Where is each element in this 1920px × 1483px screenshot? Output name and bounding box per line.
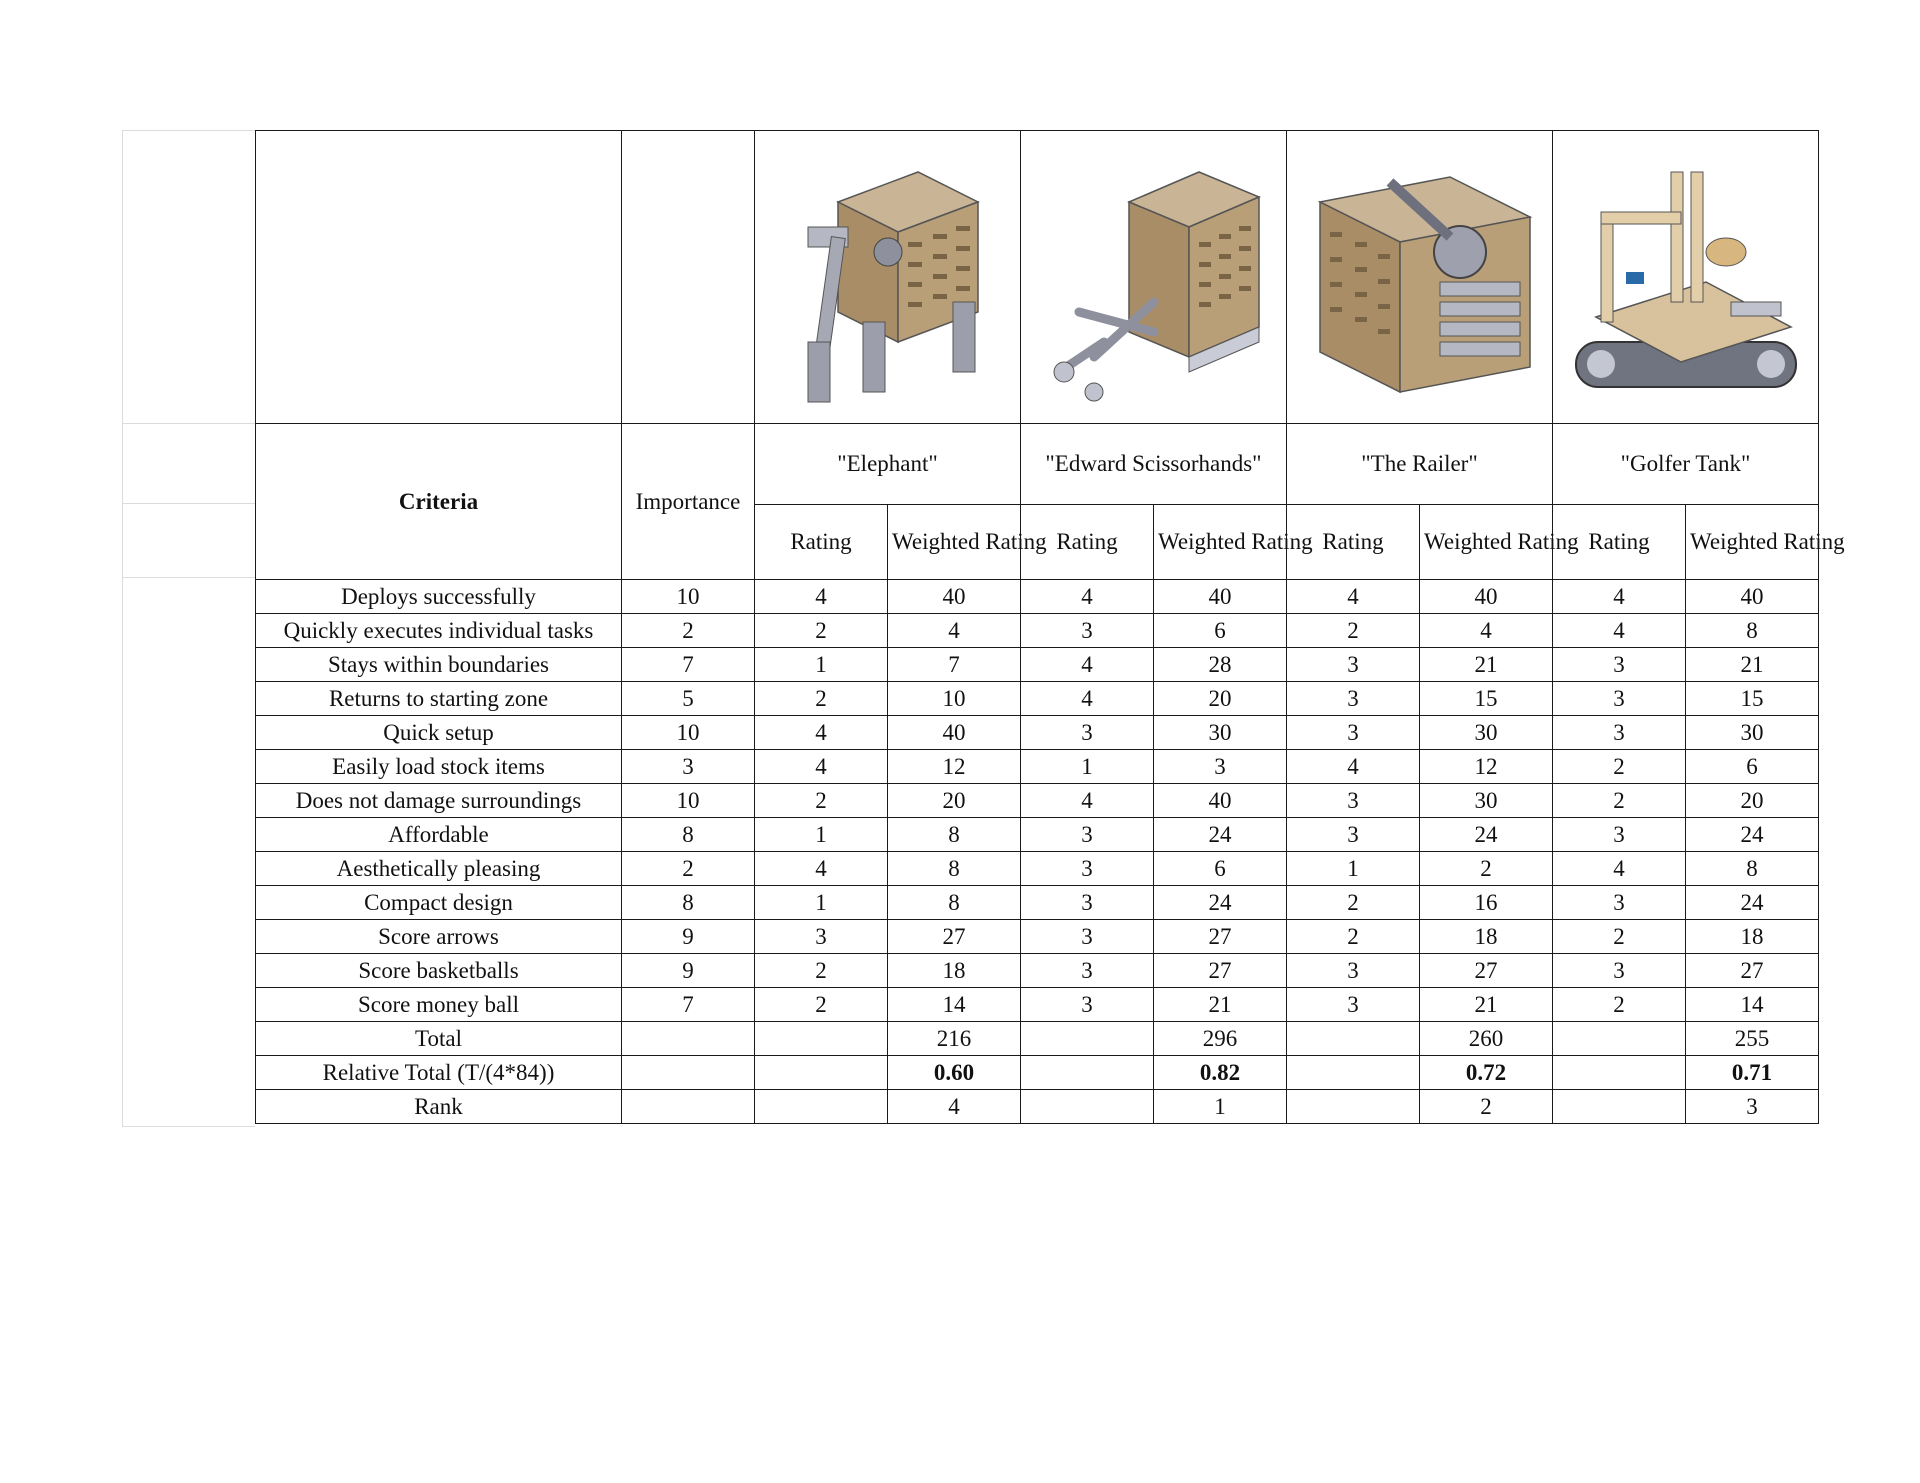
rank-row-value: 1: [1154, 1090, 1287, 1124]
rating-cell: 3: [1021, 920, 1154, 954]
weighted-rating-cell: 15: [1686, 682, 1819, 716]
table-row: [256, 852, 1819, 886]
weighted-rating-cell: 21: [1420, 648, 1553, 682]
design-names-row: [256, 424, 1819, 505]
weighted-rating-cell: 20: [1154, 682, 1287, 716]
rating-cell: 2: [1287, 886, 1420, 920]
weighted-rating-cell: 40: [1686, 580, 1819, 614]
table-row: [256, 648, 1819, 682]
decision-matrix-table: [255, 130, 1845, 1124]
criterion-cell: Does not damage surroundings: [256, 784, 622, 818]
rating-cell: 4: [1021, 648, 1154, 682]
rating-cell: 2: [755, 682, 888, 716]
blank-cell: [1287, 1022, 1420, 1056]
weighted-rating-header: Weighted Rating: [1686, 505, 1819, 580]
rating-cell: 2: [755, 954, 888, 988]
importance-cell: 10: [622, 580, 755, 614]
rank-row-value: 2: [1420, 1090, 1553, 1124]
importance-cell: 10: [622, 716, 755, 750]
weighted-rating-cell: 14: [888, 988, 1021, 1022]
weighted-rating-cell: 15: [1420, 682, 1553, 716]
weighted-rating-cell: 40: [1154, 784, 1287, 818]
rating-header: Rating: [1021, 505, 1154, 580]
rating-cell: 3: [1021, 886, 1154, 920]
design-images-row: [256, 131, 1819, 424]
gridline: [122, 130, 255, 131]
rating-header: Rating: [1287, 505, 1420, 580]
rating-cell: 1: [1021, 750, 1154, 784]
weighted-rating-cell: 40: [888, 580, 1021, 614]
weighted-rating-cell: 40: [888, 716, 1021, 750]
weighted-rating-cell: 28: [1154, 648, 1287, 682]
weighted-rating-header: Weighted Rating: [888, 505, 1021, 580]
blank-cell: [622, 1022, 755, 1056]
rating-cell: 3: [1553, 818, 1686, 852]
importance-cell: 8: [622, 818, 755, 852]
criterion-cell: Score money ball: [256, 988, 622, 1022]
importance-cell: 9: [622, 920, 755, 954]
criterion-cell: Quick setup: [256, 716, 622, 750]
weighted-rating-cell: 27: [1154, 954, 1287, 988]
weighted-rating-cell: 16: [1420, 886, 1553, 920]
blank-cell: [622, 131, 755, 424]
relative-total-row-value: 0.72: [1420, 1056, 1553, 1090]
rating-cell: 3: [1021, 954, 1154, 988]
design-name-edward-scissorhands: "Edward Scissorhands": [1021, 424, 1287, 505]
weighted-rating-cell: 27: [1686, 954, 1819, 988]
rating-cell: 3: [1021, 852, 1154, 886]
weighted-rating-cell: 8: [888, 818, 1021, 852]
blank-cell: [622, 1056, 755, 1090]
weighted-rating-cell: 30: [1420, 784, 1553, 818]
blank-cell: [622, 1090, 755, 1124]
rating-cell: 3: [1553, 886, 1686, 920]
weighted-rating-cell: 24: [1154, 886, 1287, 920]
relative-total-row: [256, 1056, 1819, 1090]
rating-cell: 1: [755, 818, 888, 852]
rating-cell: 3: [1021, 716, 1154, 750]
rating-cell: 3: [1287, 784, 1420, 818]
criterion-cell: Quickly executes individual tasks: [256, 614, 622, 648]
weighted-rating-cell: 27: [1154, 920, 1287, 954]
importance-cell: 10: [622, 784, 755, 818]
weighted-rating-cell: 14: [1686, 988, 1819, 1022]
table-row: [256, 886, 1819, 920]
weighted-rating-cell: 21: [1686, 648, 1819, 682]
rating-cell: 4: [1021, 682, 1154, 716]
rating-cell: 1: [1287, 852, 1420, 886]
importance-cell: 8: [622, 886, 755, 920]
blank-cell: [256, 131, 622, 424]
gridline: [122, 577, 255, 578]
table-row: [256, 784, 1819, 818]
importance-cell: 5: [622, 682, 755, 716]
rating-cell: 2: [1553, 920, 1686, 954]
table-row: [256, 988, 1819, 1022]
weighted-rating-cell: 24: [1154, 818, 1287, 852]
importance-cell: 3: [622, 750, 755, 784]
blank-cell: [1553, 1022, 1686, 1056]
gridline: [122, 423, 255, 424]
table-row: [256, 716, 1819, 750]
relative-total-row-value: 0.71: [1686, 1056, 1819, 1090]
weighted-rating-cell: 18: [1420, 920, 1553, 954]
criterion-cell: Compact design: [256, 886, 622, 920]
rating-cell: 4: [1287, 750, 1420, 784]
rating-cell: 3: [1553, 954, 1686, 988]
table-row: [256, 954, 1819, 988]
table-row: [256, 614, 1819, 648]
golfer-tank-image-cell: [1553, 131, 1819, 424]
rating-cell: 2: [1553, 784, 1686, 818]
criterion-cell: Returns to starting zone: [256, 682, 622, 716]
blank-cell: [1021, 1056, 1154, 1090]
rating-cell: 3: [1553, 682, 1686, 716]
rating-cell: 4: [755, 852, 888, 886]
walking-robot-image-icon: [768, 142, 1008, 412]
rating-cell: 2: [755, 988, 888, 1022]
gridline: [122, 503, 255, 504]
rating-cell: 4: [1553, 852, 1686, 886]
weighted-rating-cell: 30: [1154, 716, 1287, 750]
rating-cell: 4: [1553, 614, 1686, 648]
weighted-rating-cell: 8: [1686, 614, 1819, 648]
rating-cell: 3: [1553, 716, 1686, 750]
importance-cell: 7: [622, 648, 755, 682]
weighted-rating-cell: 6: [1154, 614, 1287, 648]
weighted-rating-cell: 27: [1420, 954, 1553, 988]
relative-total-row-value: 0.60: [888, 1056, 1021, 1090]
rating-header: Rating: [1553, 505, 1686, 580]
rating-cell: 4: [755, 716, 888, 750]
weighted-rating-cell: 6: [1154, 852, 1287, 886]
rating-cell: 4: [755, 580, 888, 614]
rating-header: Rating: [755, 505, 888, 580]
rating-cell: 4: [1553, 580, 1686, 614]
total-row-value: 296: [1154, 1022, 1287, 1056]
rating-cell: 4: [1287, 580, 1420, 614]
total-row-label: Total: [256, 1022, 622, 1056]
blank-cell: [1287, 1090, 1420, 1124]
design-name-golfer-tank: "Golfer Tank": [1553, 424, 1819, 505]
total-row-value: 255: [1686, 1022, 1819, 1056]
rating-cell: 3: [1287, 682, 1420, 716]
weighted-rating-cell: 24: [1686, 818, 1819, 852]
weighted-rating-cell: 3: [1154, 750, 1287, 784]
blank-cell: [755, 1090, 888, 1124]
rating-cell: 3: [755, 920, 888, 954]
rating-cell: 2: [1553, 750, 1686, 784]
importance-cell: 2: [622, 614, 755, 648]
blank-cell: [1553, 1056, 1686, 1090]
gridline: [122, 1126, 255, 1127]
rating-cell: 1: [755, 648, 888, 682]
criterion-cell: Score basketballs: [256, 954, 622, 988]
weighted-rating-cell: 12: [1420, 750, 1553, 784]
rank-row-value: 3: [1686, 1090, 1819, 1124]
weighted-rating-cell: 7: [888, 648, 1021, 682]
rating-cell: 4: [1021, 784, 1154, 818]
elephant-image-cell: [755, 131, 1021, 424]
rating-cell: 4: [1021, 580, 1154, 614]
empty-column-gridlines: [122, 130, 256, 1127]
blank-cell: [1287, 1056, 1420, 1090]
rail-robot-image-icon: [1300, 142, 1540, 412]
table-row: [256, 580, 1819, 614]
total-row: [256, 1022, 1819, 1056]
weighted-rating-cell: 8: [888, 852, 1021, 886]
rating-cell: 3: [1287, 648, 1420, 682]
weighted-rating-cell: 20: [888, 784, 1021, 818]
rating-cell: 2: [1287, 920, 1420, 954]
rank-row-value: 4: [888, 1090, 1021, 1124]
weighted-rating-cell: 18: [888, 954, 1021, 988]
weighted-rating-cell: 2: [1420, 852, 1553, 886]
design-name-the-railer: "The Railer": [1287, 424, 1553, 505]
weighted-rating-cell: 6: [1686, 750, 1819, 784]
weighted-rating-cell: 8: [888, 886, 1021, 920]
design-name-elephant: "Elephant": [755, 424, 1021, 505]
relative-total-row-value: 0.82: [1154, 1056, 1287, 1090]
importance-cell: 2: [622, 852, 755, 886]
weighted-rating-cell: 21: [1420, 988, 1553, 1022]
weighted-rating-cell: 21: [1154, 988, 1287, 1022]
weighted-rating-cell: 30: [1420, 716, 1553, 750]
weighted-rating-cell: 10: [888, 682, 1021, 716]
weighted-rating-cell: 18: [1686, 920, 1819, 954]
blank-cell: [1021, 1022, 1154, 1056]
weighted-rating-cell: 30: [1686, 716, 1819, 750]
importance-header: Importance: [622, 424, 755, 580]
relative-total-row-label: Relative Total (T/(4*84)): [256, 1056, 622, 1090]
weighted-rating-cell: 12: [888, 750, 1021, 784]
weighted-rating-cell: 40: [1154, 580, 1287, 614]
edward-scissorhands-image-cell: [1021, 131, 1287, 424]
weighted-rating-cell: 27: [888, 920, 1021, 954]
importance-cell: 7: [622, 988, 755, 1022]
rating-cell: 3: [1287, 954, 1420, 988]
rating-cell: 3: [1553, 648, 1686, 682]
blank-cell: [755, 1056, 888, 1090]
weighted-rating-header: Weighted Rating: [1420, 505, 1553, 580]
scissor-arm-robot-image-icon: [1034, 142, 1274, 412]
total-row-value: 216: [888, 1022, 1021, 1056]
rating-cell: 4: [755, 750, 888, 784]
weighted-rating-cell: 4: [888, 614, 1021, 648]
rating-cell: 2: [1287, 614, 1420, 648]
table-row: [256, 818, 1819, 852]
table-row: [256, 750, 1819, 784]
blank-cell: [1021, 1090, 1154, 1124]
rating-cell: 3: [1287, 716, 1420, 750]
rating-cell: 3: [1287, 818, 1420, 852]
rank-row-label: Rank: [256, 1090, 622, 1124]
criterion-cell: Affordable: [256, 818, 622, 852]
total-row-value: 260: [1420, 1022, 1553, 1056]
criterion-cell: Deploys successfully: [256, 580, 622, 614]
weighted-rating-cell: 4: [1420, 614, 1553, 648]
blank-cell: [755, 1022, 888, 1056]
rating-cell: 3: [1021, 614, 1154, 648]
tracked-tank-robot-image-icon: [1566, 142, 1806, 412]
weighted-rating-cell: 24: [1420, 818, 1553, 852]
table-row: [256, 920, 1819, 954]
criterion-cell: Stays within boundaries: [256, 648, 622, 682]
rating-cell: 3: [1021, 818, 1154, 852]
weighted-rating-header: Weighted Rating: [1154, 505, 1287, 580]
rating-cell: 3: [1287, 988, 1420, 1022]
rank-row: [256, 1090, 1819, 1124]
rating-cell: 2: [1553, 988, 1686, 1022]
rating-cell: 2: [755, 784, 888, 818]
weighted-rating-cell: 8: [1686, 852, 1819, 886]
weighted-rating-cell: 40: [1420, 580, 1553, 614]
weighted-rating-cell: 24: [1686, 886, 1819, 920]
table-row: [256, 682, 1819, 716]
rating-cell: 2: [755, 614, 888, 648]
blank-cell: [1553, 1090, 1686, 1124]
criterion-cell: Score arrows: [256, 920, 622, 954]
criterion-cell: Easily load stock items: [256, 750, 622, 784]
rating-cell: 1: [755, 886, 888, 920]
rating-cell: 3: [1021, 988, 1154, 1022]
importance-cell: 9: [622, 954, 755, 988]
the-railer-image-cell: [1287, 131, 1553, 424]
weighted-rating-cell: 20: [1686, 784, 1819, 818]
criterion-cell: Aesthetically pleasing: [256, 852, 622, 886]
criteria-header: Criteria: [256, 424, 622, 580]
